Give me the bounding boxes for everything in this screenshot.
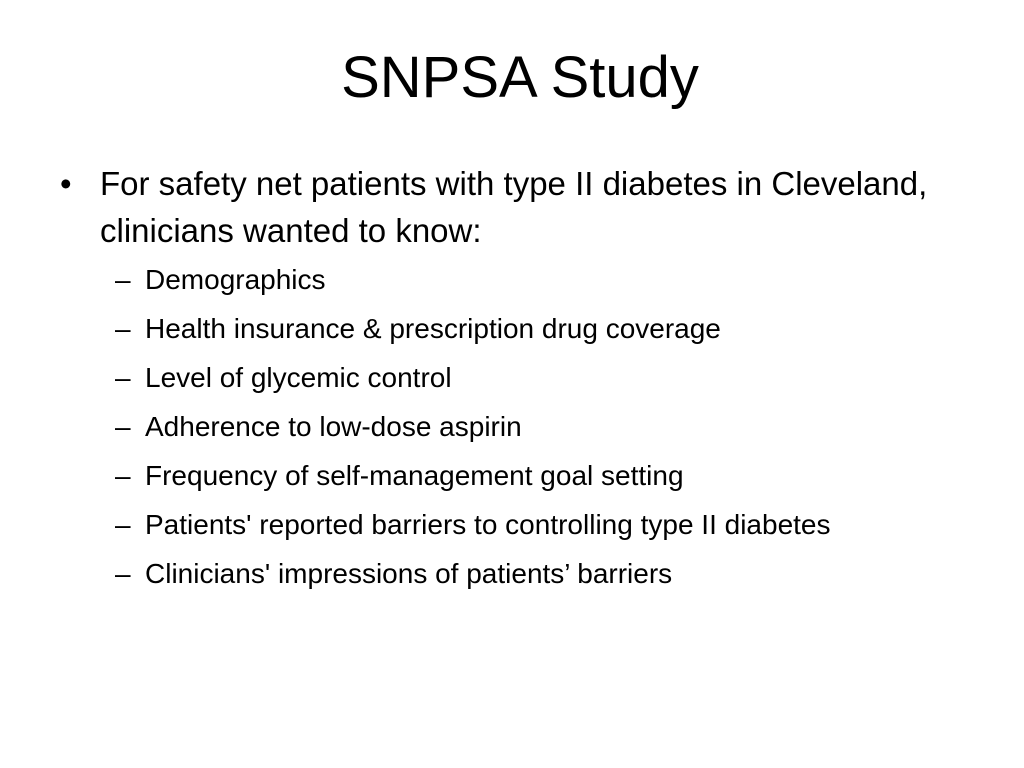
slide-body <box>60 160 960 603</box>
sub-bullet-demographics <box>60 260 960 300</box>
bullet-marker: • <box>60 165 72 202</box>
dash-marker: – <box>115 411 131 442</box>
dash-marker: – <box>115 362 131 393</box>
sub-bullet-patient-barriers <box>60 505 960 545</box>
sub-bullet-goal-setting <box>60 456 960 496</box>
dash-marker: – <box>115 313 131 344</box>
dash-marker: – <box>115 558 131 589</box>
sub-bullet-text: Clinicians' impressions of patients’ barriers <box>145 558 673 589</box>
sub-bullet-glycemic-control <box>60 358 960 398</box>
main-bullet <box>60 160 960 254</box>
main-bullet-text: For safety net patients with type II diabetes in Cleveland, clinicians wanted to know: <box>100 165 928 249</box>
slide-title: SNPSA Study <box>341 45 699 110</box>
sub-bullet-text: Level of glycemic control <box>145 362 452 393</box>
sub-bullet-insurance <box>60 309 960 349</box>
sub-bullet-text: Demographics <box>145 264 326 295</box>
sub-bullet-text: Patients' reported barriers to controlling type II diabetes <box>145 509 831 540</box>
dash-marker: – <box>115 509 131 540</box>
sub-bullet-aspirin <box>60 407 960 447</box>
sub-bullet-text: Adherence to low-dose aspirin <box>145 411 522 442</box>
sub-bullet-text: Frequency of self-management goal setting <box>145 460 684 491</box>
dash-marker: – <box>115 264 131 295</box>
dash-marker: – <box>115 460 131 491</box>
sub-bullet-list <box>60 260 960 594</box>
sub-bullet-text: Health insurance & prescription drug coverage <box>145 313 721 344</box>
sub-bullet-clinician-impressions <box>60 554 960 594</box>
